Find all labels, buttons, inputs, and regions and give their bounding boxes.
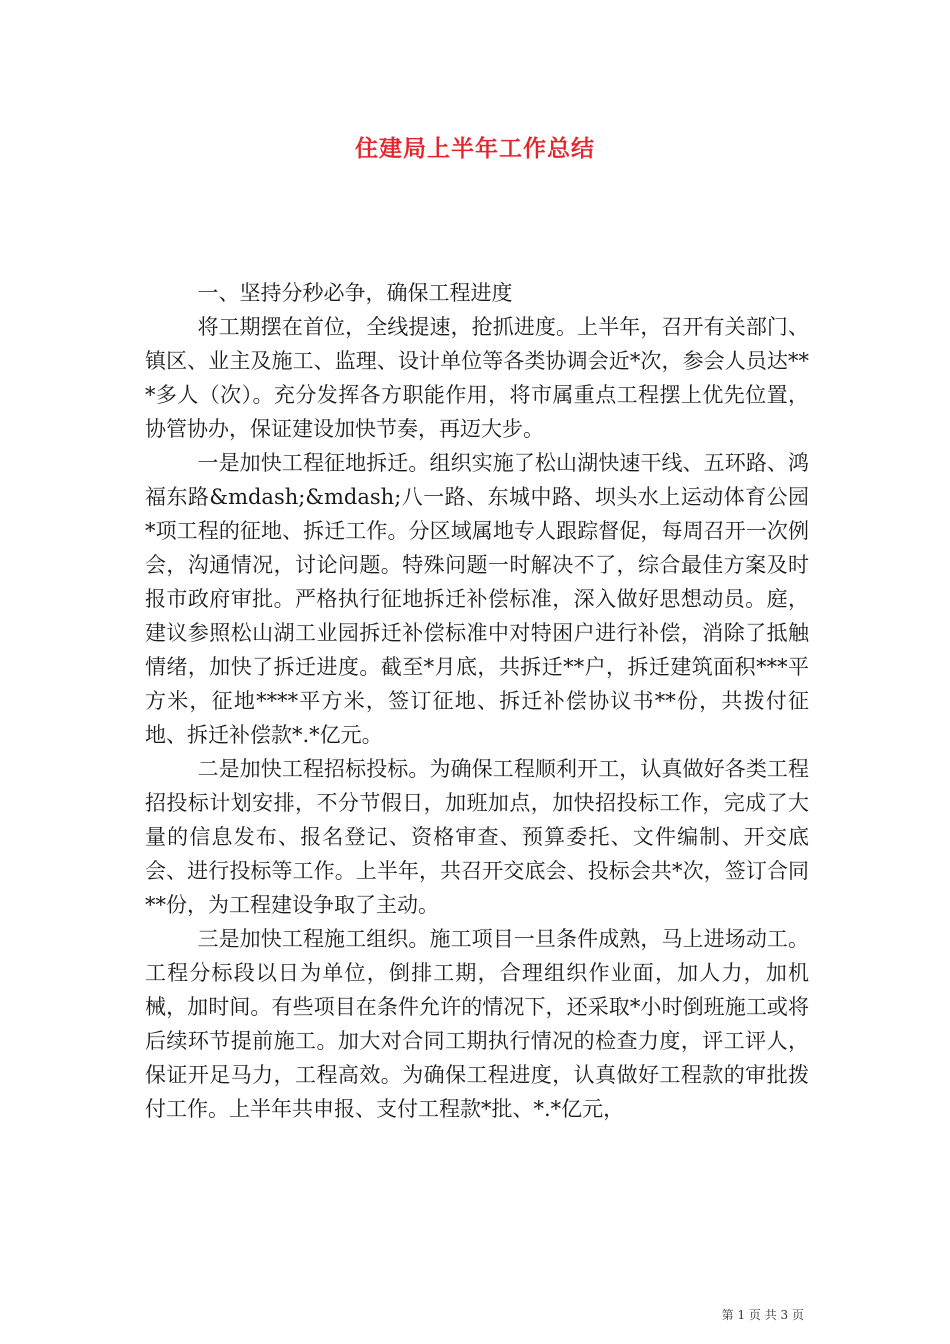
page-number: 第 1 页 共 3 页 [721, 1308, 804, 1322]
document-title: 住建局上半年工作总结 [355, 136, 595, 162]
section-heading: 一、坚持分秒必争，确保工程进度 [197, 281, 513, 305]
document-body [145, 276, 809, 1126]
paragraph: 三是加快工程施工组织。施工项目一旦条件成熟，马上进场动工。工程分标段以日为单位，倒排工期，合理组织作业面，加人力，加机械，加时间。有些项目在条件允许的情况下，还采取*小时倒班施工或将后续环节提前施工。加大对合同工期执行情况的检查力度，评工评人，保证开足马力，工程高效。为确保工程进度，认真做好工程款的审批拨付工作。上半年共申报、支付工程款*批、*.*亿元， [145, 927, 809, 1121]
paragraph: 一是加快工程征地拆迁。组织实施了松山湖快速干线、五环路、鸿福东路&mdash;&mdash;八一路、东城中路、坝头水上运动体育公园*项工程的征地、拆迁工作。分区域属地专人跟踪督促，每周召开一次例会，沟通情况，讨论问题。特殊问题一时解决不了，综合最佳方案及时报市政府审批。严格执行征地拆迁补偿标准，深入做好思想动员。庭，建议参照松山湖工业园拆迁补偿标准中对特困户进行补偿，消除了抵触情绪，加快了拆迁进度。截至*月底，共拆迁**户，拆迁建筑面积***平方米，征地****平方米，签订征地、拆迁补偿协议书**份，共拨付征地、拆迁补偿款*.*亿元。 [145, 451, 809, 747]
paragraph: 将工期摆在首位，全线提速，抢抓进度。上半年，召开有关部门、镇区、业主及施工、监理、设计单位等各类协调会近*次，参会人员达***多人（次）。充分发挥各方职能作用，将市属重点工程摆上优先位置，协管协办，保证建设加快节奏，再迈大步。 [145, 315, 809, 441]
paragraph: 二是加快工程招标投标。为确保工程顺利开工，认真做好各类工程招投标计划安排，不分节假日，加班加点，加快招投标工作，完成了大量的信息发布、报名登记、资格审查、预算委托、文件编制、开交底会、进行投标等工作。上半年，共召开交底会、投标会共*次，签订合同**份，为工程建设争取了主动。 [145, 757, 809, 917]
